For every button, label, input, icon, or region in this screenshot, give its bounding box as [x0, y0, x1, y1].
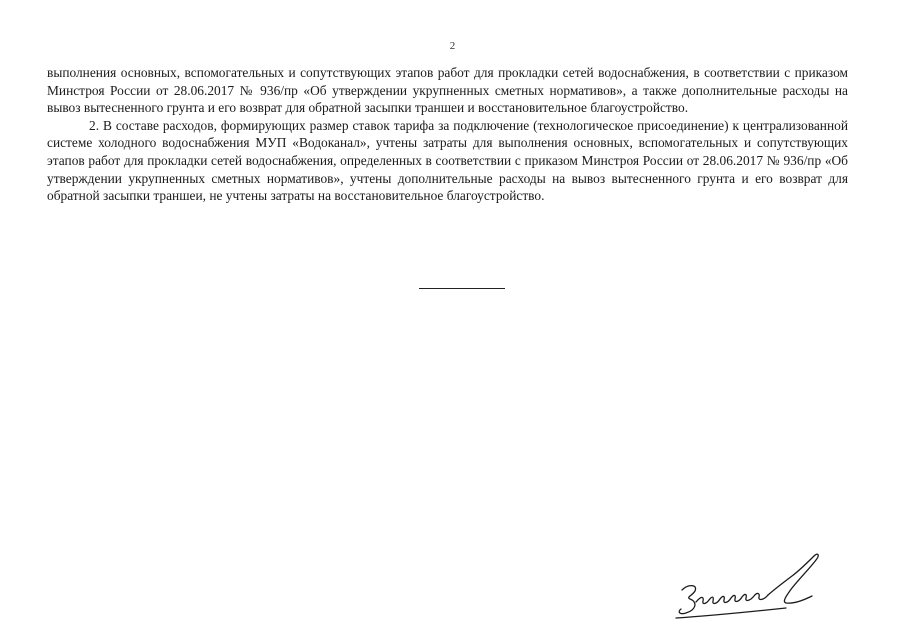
document-body [47, 64, 848, 205]
page-number: 2 [449, 40, 456, 52]
handwritten-signature [668, 546, 828, 622]
paragraph-item-2: 2. В составе расходов, формирующих размер ставок тарифа за подключение (технологическое присоединение) к централизованной системе холодного водоснабжения МУП «Водоканал», учтены затраты для выполнения основных, вспомогательных и сопутствующих этапов работ для прокладки сетей водоснабжения, определенных в соответствии с приказом Минстроя России от 28.06.2017 № 936/пр «Об утверждении укрупненных сметных нормативов», учтены дополнительные расходы на вывоз вытесненного грунта и его возврат для обратной засыпки траншеи, не учтены затраты на восстановительное благоустройство. [47, 117, 848, 204]
end-of-text-divider [419, 288, 505, 289]
paragraph-continuation: выполнения основных, вспомогательных и сопутствующих этапов работ для прокладки сетей водоснабжения, в соответствии с приказом Минстроя России от 28.06.2017 № 936/пр «Об утверждении укрупненных сметных нормативов», а также дополнительные расходы на вывоз вытесненного грунта и его возврат для обратной засыпки траншеи и восстановительное благоустройство. [47, 65, 848, 116]
